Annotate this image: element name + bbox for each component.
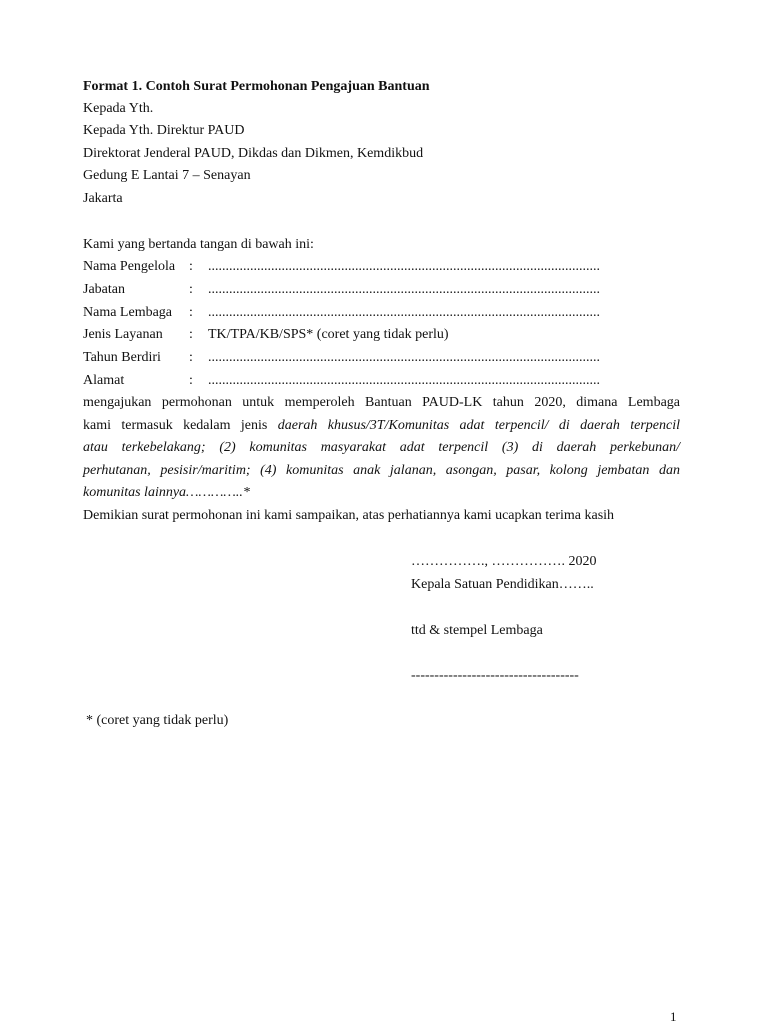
field-colon: : [189, 259, 193, 274]
body-line-4: perhutanan, pesisir/maritim; (4) komunitas anak jalanan, asongan, pasar, kolong jembatan dan [83, 462, 680, 478]
letter-title: Format 1. Contoh Surat Permohonan Pengajuan Bantuan [83, 79, 430, 94]
footnote: * (coret yang tidak perlu) [86, 713, 229, 728]
field-label: Tahun Berdiri [83, 350, 161, 365]
body-line-2-italic: daerah khusus/3T/Komunitas adat terpencil/ di daerah terpencil [277, 417, 680, 433]
field-colon: : [189, 305, 193, 320]
field-colon: : [189, 282, 193, 297]
body-line-2-plain: kami termasuk kedalam jenis [83, 417, 278, 433]
field-colon: : [189, 350, 193, 365]
field-value: ................................................................................................................ [208, 282, 600, 297]
field-label: Nama Lembaga [83, 305, 173, 320]
body-line-1: mengajukan permohonan untuk memperoleh Bantuan PAUD-LK tahun 2020, dimana Lembaga [83, 395, 680, 410]
address-line-2: Kepada Yth. Direktur PAUD [83, 123, 245, 138]
field-label: Alamat [83, 373, 125, 388]
body-paragraph [83, 392, 680, 505]
body-line-3: atau terkebelakang; (2) komunitas masyarakat adat terpencil (3) di daerah perkebunan/ [83, 440, 680, 455]
field-label: Jenis Layanan [83, 327, 163, 342]
field-colon: : [189, 327, 193, 342]
signature-stamp: ttd & stempel Lembaga [411, 623, 543, 638]
closing-text: Demikian surat permohonan ini kami sampaikan, atas perhatiannya kami ucapkan terima kasih [83, 508, 615, 523]
field-colon: : [189, 373, 193, 388]
field-label: Jabatan [83, 282, 125, 297]
field-value: ................................................................................................................ [208, 373, 600, 388]
signature-date: ……………., ……………. 2020 [411, 554, 597, 569]
address-line-4: Gedung E Lantai 7 – Senayan [83, 168, 251, 183]
address-line-3: Direktorat Jenderal PAUD, Dikdas dan Dikmen, Kemdikbud [83, 146, 424, 161]
page-number: 1 [670, 1009, 677, 1024]
signature-position: Kepala Satuan Pendidikan…….. [411, 577, 594, 592]
field-value: ................................................................................................................ [208, 305, 600, 320]
field-value: ................................................................................................................ [208, 350, 600, 365]
intro-text: Kami yang bertanda tangan di bawah ini: [83, 237, 314, 252]
field-value: TK/TPA/KB/SPS* (coret yang tidak perlu) [208, 327, 449, 342]
signature-line: ------------------------------------ [411, 668, 579, 683]
address-line-5: Jakarta [83, 191, 123, 206]
field-label: Nama Pengelola [83, 259, 176, 274]
body-line-5: komunitas lainnya…………..* [83, 485, 250, 500]
address-line-1: Kepada Yth. [83, 101, 154, 116]
field-value: ................................................................................................................ [208, 259, 600, 274]
body-line-2 [83, 415, 680, 438]
